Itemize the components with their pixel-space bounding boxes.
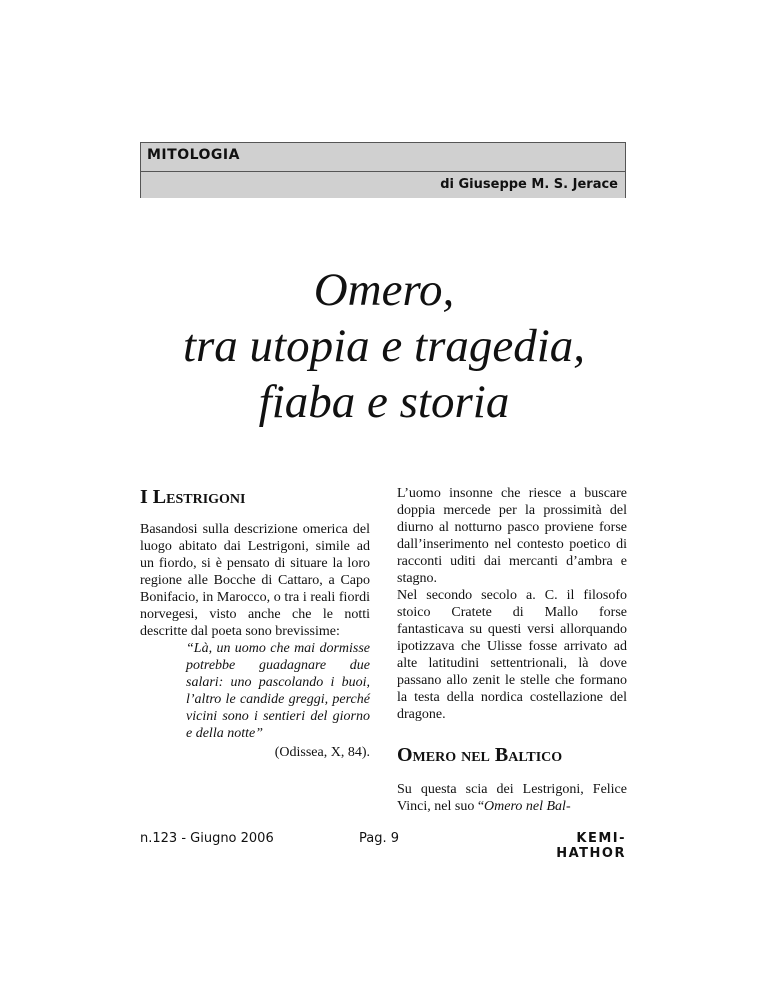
right-column — [397, 485, 627, 815]
section-label-bar — [141, 143, 625, 172]
book-title: Omero nel Bal- — [484, 799, 571, 814]
footer-page-number: Pag. 9 — [359, 831, 400, 846]
footer-issue: n.123 - Giugno 2006 — [140, 831, 274, 846]
body-paragraph: Nel secondo secolo a. C. il filosofo stoico Cratete di Mallo forse fantasticava su questi versi allorquando ipotizzava che Ulisse fosse arrivato ad alte latitudini settentrionali, là dove passano allo zenit le stelle che formano la testa della nordica costellazione del dragone. — [397, 588, 627, 722]
left-column — [140, 485, 370, 761]
footer-magazine-name: KEMI-HATHOR — [556, 831, 626, 861]
section-header — [140, 142, 626, 198]
quote-citation: (Odissea, X, 84). — [274, 745, 370, 760]
title-line-2: tra utopia e tragedia, — [182, 320, 586, 372]
paragraph-text: Su questa scia dei Lestrigoni, Felice Vinci, nel suo “ — [397, 782, 627, 814]
body-paragraph — [397, 781, 627, 815]
title-line-1: Omero, — [313, 264, 455, 316]
body-paragraph: Basandosi sulla descrizione omerica del luogo abitato dai Lestrigoni, simile ad un fiordo, si è pensato di situare la loro regione alle Bocche di Cattaro, a Capo Bonifacio, in Marocco, o tra i reali fiordi norvegesi, visto anche che le notti descritte dal poeta sono brevissime: — [140, 522, 370, 639]
section-label: MITOLOGIA — [147, 147, 240, 163]
byline-bar — [141, 172, 625, 198]
title-line-3: fiaba e storia — [258, 376, 510, 428]
subheading-baltico: Omero nel Baltico — [397, 744, 563, 766]
author-byline: di Giuseppe M. S. Jerace — [440, 177, 618, 192]
subheading-lestrigoni: I Lestrigoni — [140, 486, 246, 508]
article-title — [100, 262, 668, 430]
block-quote: “Là, un uomo che mai dormisse potrebbe guadagnare due salari: uno pascolando i buoi, l’altro le candide greggi, perché vicini sono i sentieri del giorno e della notte” — [186, 641, 370, 741]
body-paragraph: L’uomo insonne che riesce a buscare doppia mercede per la prossimità del diurno al notturno pasco proviene forse dall’inserimento nel contesto poetico di racconti uditi dai mercanti d’ambra e stagno. — [397, 486, 627, 586]
